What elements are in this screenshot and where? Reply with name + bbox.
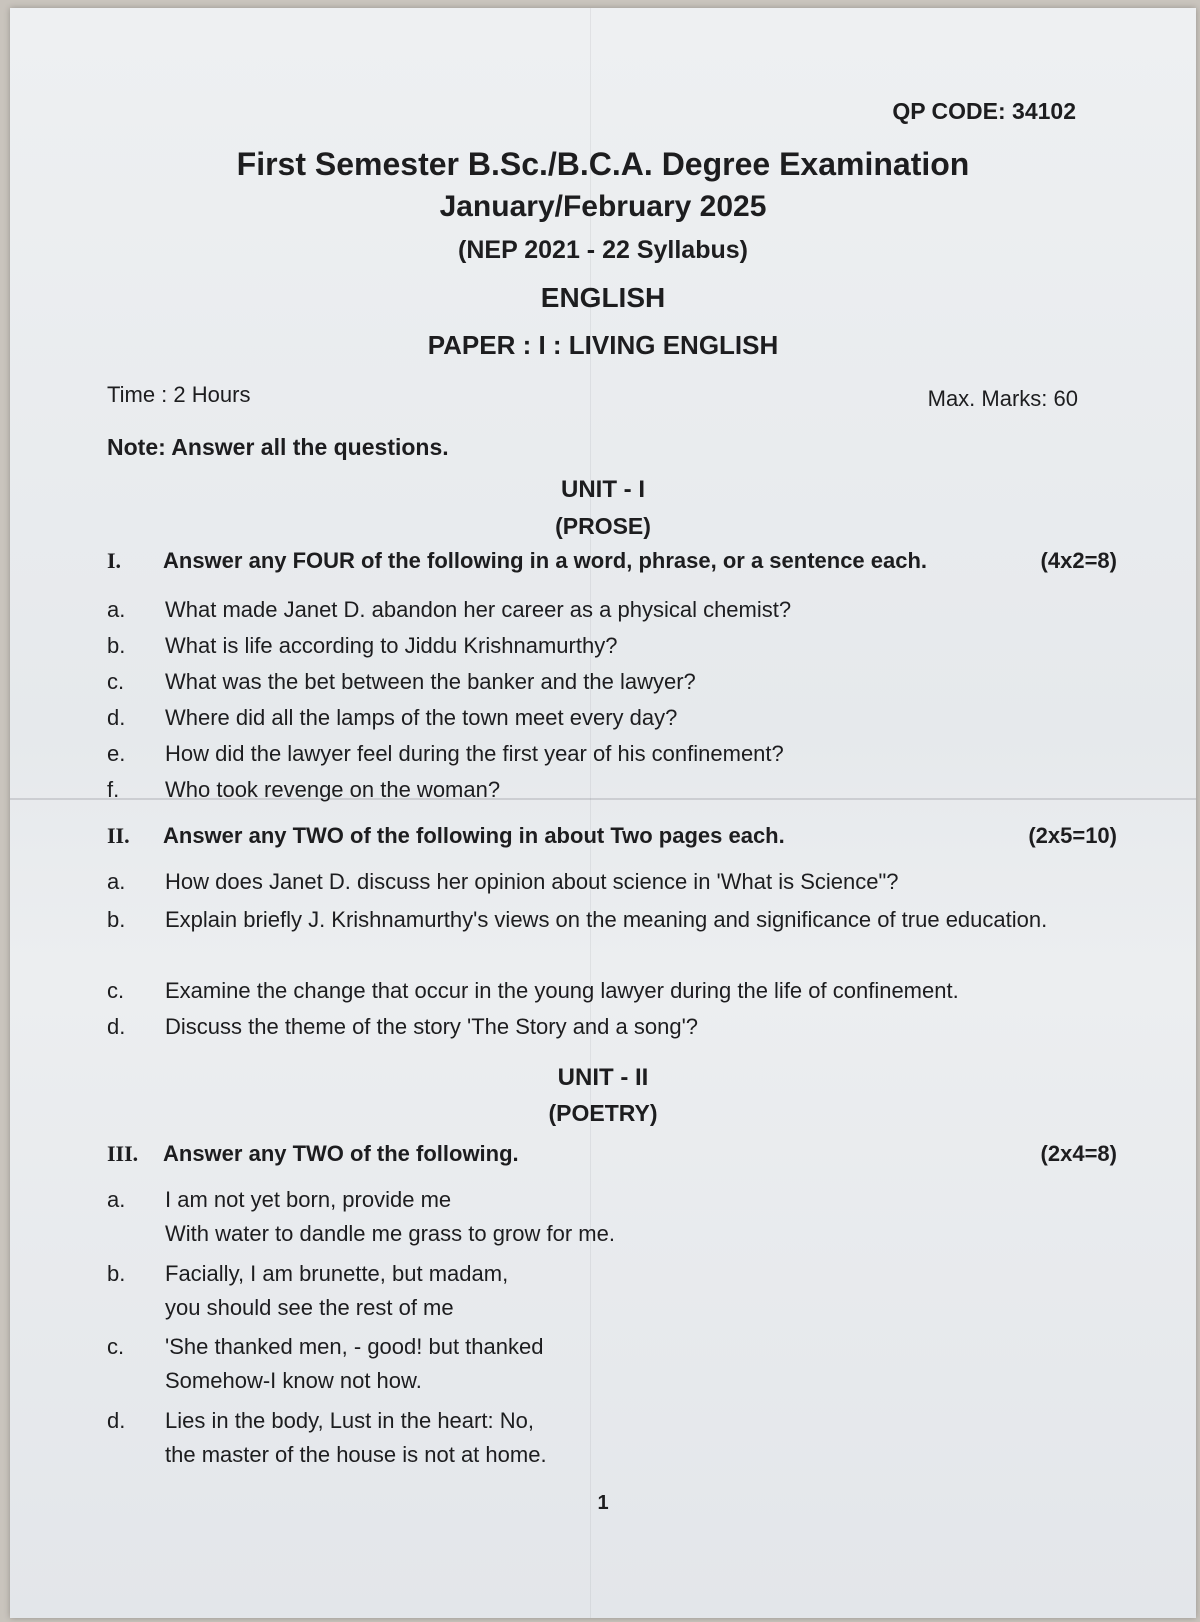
section-number: I. (107, 548, 122, 573)
question-text: Examine the change that occur in the young lawyer during the life of confinement. (165, 978, 959, 1003)
question-line-1: I am not yet born, provide me (165, 1187, 452, 1212)
time-allowed: Time : 2 Hours (107, 382, 251, 407)
question-letter: e. (107, 741, 126, 766)
question-text: How does Janet D. discuss her opinion about science in 'What is Science"? (165, 869, 899, 894)
syllabus: (NEP 2021 - 22 Syllabus) (458, 236, 748, 264)
max-marks: Max. Marks: 60 (927, 386, 1078, 411)
question (107, 1330, 1117, 1400)
question-letter: c. (107, 1334, 125, 1359)
question-letter: f. (107, 777, 120, 802)
question-text: Explain briefly J. Krishnamurthy's views on the meaning and significance of true education. (165, 907, 1048, 932)
question-line-2: the master of the house is not at home. (165, 1442, 547, 1467)
note: Note: Answer all the questions. (107, 434, 449, 460)
section-instruction: Answer any TWO of the following in about Two pages each. (163, 823, 785, 848)
question-text: What is life according to Jiddu Krishnamurthy? (165, 633, 618, 658)
question-letter: a. (107, 869, 126, 894)
subject: ENGLISH (540, 282, 666, 313)
paper-title: PAPER : I : LIVING ENGLISH (427, 330, 779, 360)
question-line-1: Facially, I am brunette, but madam, (165, 1261, 509, 1286)
unit-2-title: UNIT - II (557, 1064, 649, 1091)
unit-1-title: UNIT - I (561, 476, 645, 503)
section-3-header (107, 1141, 1117, 1171)
section-instruction: Answer any TWO of the following. (163, 1141, 519, 1166)
question-line-2: Somehow-I know not how. (165, 1368, 422, 1393)
question-letter: a. (107, 1187, 126, 1212)
question-line-2: you should see the rest of me (165, 1295, 454, 1320)
question-text: What was the bet between the banker and the lawyer? (165, 669, 696, 694)
exam-session: January/February 2025 (439, 190, 767, 223)
question-line-2: With water to dandle me grass to grow for me. (165, 1221, 615, 1246)
section-marks: (2x5=10) (1028, 823, 1117, 848)
question-letter: a. (107, 597, 126, 622)
question-letter: b. (107, 633, 126, 658)
section-number: III. (107, 1141, 139, 1166)
question-letter: b. (107, 907, 126, 932)
question-line-1: 'She thanked men, - good! but thanked (165, 1334, 544, 1359)
question-text: How did the lawyer feel during the first year of his confinement? (165, 741, 784, 766)
question-letter: b. (107, 1261, 126, 1286)
question (107, 1183, 1117, 1253)
question-letter: c. (107, 978, 125, 1003)
section-marks: (2x4=8) (1040, 1141, 1117, 1166)
question-letter: d. (107, 1014, 126, 1039)
question-text: What made Janet D. abandon her career as a physical chemist? (165, 597, 792, 622)
section-marks: (4x2=8) (1040, 548, 1117, 573)
question-text: Discuss the theme of the story 'The Story and a song'? (165, 1014, 699, 1039)
page-number: 1 (597, 1492, 609, 1514)
question-text: Where did all the lamps of the town meet every day? (165, 705, 678, 730)
section-1-header (107, 548, 1117, 578)
qp-code: QP CODE: 34102 (892, 98, 1076, 124)
question (107, 1404, 1117, 1474)
question-letter: d. (107, 705, 126, 730)
unit-2-subtitle: (POETRY) (548, 1100, 658, 1126)
exam-title: First Semester B.Sc./B.C.A. Degree Examination (236, 146, 970, 182)
section-number: II. (107, 823, 130, 848)
question-letter: d. (107, 1408, 126, 1433)
question-text: Who took revenge on the woman? (165, 777, 501, 802)
unit-1-subtitle: (PROSE) (555, 513, 651, 539)
exam-paper (10, 8, 1196, 1618)
question (107, 1257, 1117, 1327)
section-instruction: Answer any FOUR of the following in a word, phrase, or a sentence each. (163, 548, 928, 573)
section-2-header (107, 823, 1117, 853)
question-letter: c. (107, 669, 125, 694)
question-line-1: Lies in the body, Lust in the heart: No, (165, 1408, 534, 1433)
